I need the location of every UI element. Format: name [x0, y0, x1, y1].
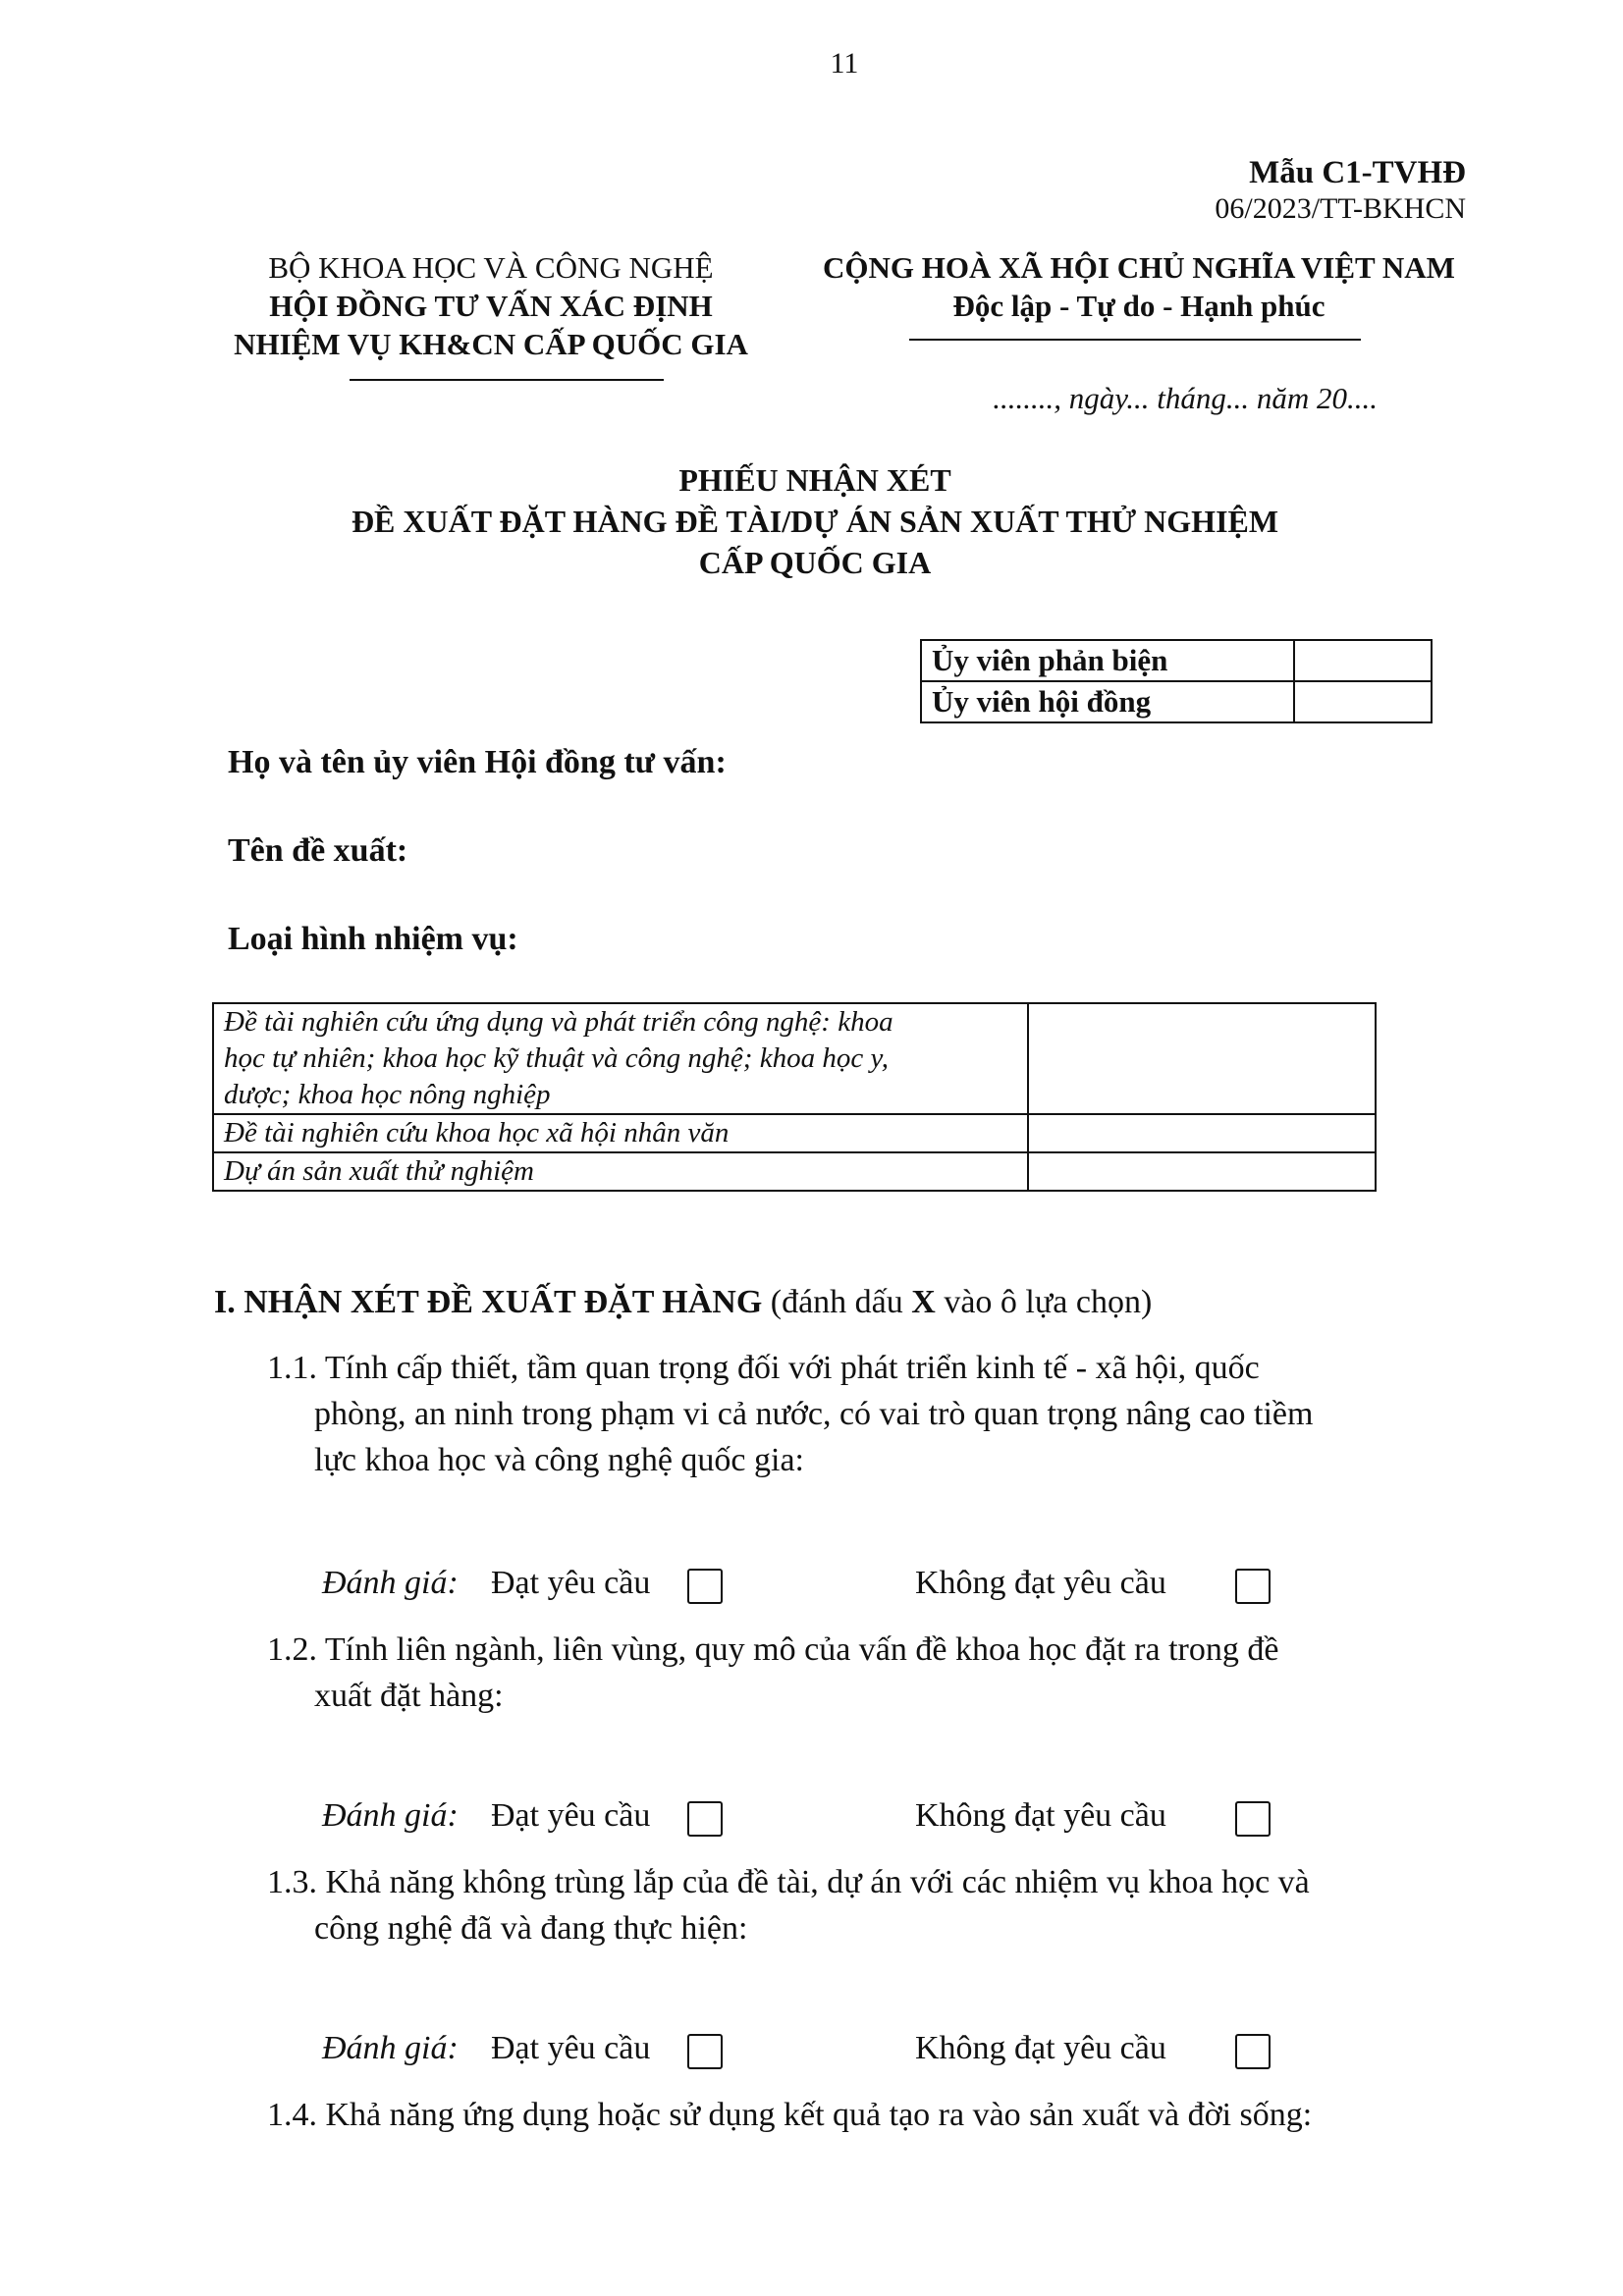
- role-mark-cell[interactable]: [1294, 640, 1432, 681]
- criterion-1-1: [267, 1345, 1313, 1483]
- role-row: [921, 640, 1432, 681]
- circular-number: 06/2023/TT-BKHCN: [1215, 192, 1466, 225]
- proposal-name-label: Tên đề xuất:: [228, 832, 408, 869]
- pass-label: Đạt yêu cầu: [491, 2030, 651, 2066]
- role-mark-cell[interactable]: [1294, 681, 1432, 722]
- section-heading: I. NHẬN XÉT ĐỀ XUẤT ĐẶT HÀNG: [214, 1284, 763, 1320]
- evaluation-label: Đánh giá:: [322, 1565, 459, 1601]
- task-type-row: [213, 1114, 1376, 1152]
- date-line: ........, ngày... tháng... năm 20....: [993, 381, 1378, 415]
- fail-label: Không đạt yêu cầu: [915, 1565, 1166, 1601]
- fail-checkbox[interactable]: [1235, 1569, 1271, 1604]
- pass-checkbox[interactable]: [687, 2034, 723, 2069]
- task-type-label: [213, 1114, 1028, 1152]
- council-name-line1: HỘI ĐỒNG TƯ VẤN XÁC ĐỊNH: [269, 289, 713, 323]
- criterion-text: 1.3. Khả năng không trùng lắp của đề tài, dự án với các nhiệm vụ khoa học và: [267, 1864, 1310, 1900]
- pass-checkbox[interactable]: [687, 1801, 723, 1837]
- section-note: vào ô lựa chọn): [935, 1284, 1153, 1320]
- title-line2: ĐỀ XUẤT ĐẶT HÀNG ĐỀ TÀI/DỰ ÁN SẢN XUẤT THỬ NGHIỆM: [351, 504, 1279, 539]
- criterion-text: 1.4. Khả năng ứng dụng hoặc sử dụng kết quả tạo ra vào sản xuất và đời sống:: [267, 2097, 1313, 2133]
- criterion-text: công nghệ đã và đang thực hiện:: [314, 1910, 748, 1947]
- criterion-text: lực khoa học và công nghệ quốc gia:: [314, 1442, 804, 1478]
- page-number: 11: [830, 47, 859, 80]
- criterion-text: 1.1. Tính cấp thiết, tầm quan trọng đối với phát triển kinh tế - xã hội, quốc: [267, 1350, 1260, 1386]
- task-type-mark-cell[interactable]: [1028, 1152, 1376, 1191]
- criterion-1-3: [267, 1859, 1310, 1951]
- task-type-row: [213, 1003, 1376, 1114]
- document-title: [0, 459, 1623, 583]
- section-note-mark: X: [911, 1284, 936, 1320]
- section-note: (đánh dấu: [762, 1284, 912, 1320]
- criterion-1-4: [267, 2092, 1312, 2138]
- national-name: CỘNG HOÀ XÃ HỘI CHỦ NGHĨA VIỆT NAM: [823, 250, 1455, 285]
- pass-label: Đạt yêu cầu: [491, 1565, 651, 1601]
- evaluation-label: Đánh giá:: [322, 2030, 459, 2066]
- task-type-label: [213, 1152, 1028, 1191]
- pass-checkbox[interactable]: [687, 1569, 723, 1604]
- evaluation-label: Đánh giá:: [322, 1797, 459, 1834]
- task-type-label: [213, 1003, 1028, 1114]
- fail-checkbox[interactable]: [1235, 2034, 1271, 2069]
- role-label: Ủy viên phản biện: [921, 640, 1294, 681]
- national-header: [785, 248, 1492, 325]
- task-type-text: Đề tài nghiên cứu ứng dụng và phát triển công nghệ: khoa: [224, 1006, 893, 1038]
- role-row: [921, 681, 1432, 722]
- ministry-header: [196, 248, 785, 363]
- fail-label: Không đạt yêu cầu: [915, 2030, 1166, 2066]
- criterion-1-2: [267, 1627, 1278, 1719]
- task-type-text: Đề tài nghiên cứu khoa học xã hội nhân văn: [224, 1117, 730, 1148]
- section-title: [214, 1284, 1152, 1321]
- fail-label: Không đạt yêu cầu: [915, 1797, 1166, 1834]
- form-code: Mẫu C1-TVHĐ: [1249, 155, 1466, 190]
- task-type-mark-cell[interactable]: [1028, 1003, 1376, 1114]
- fail-checkbox[interactable]: [1235, 1801, 1271, 1837]
- ministry-underline: [350, 379, 664, 381]
- ministry-name: BỘ KHOA HỌC VÀ CÔNG NGHỆ: [268, 250, 714, 285]
- task-type-row: [213, 1152, 1376, 1191]
- council-name-line2: NHIỆM VỤ KH&CN CẤP QUỐC GIA: [234, 327, 748, 361]
- title-line1: PHIẾU NHẬN XÉT: [678, 462, 951, 498]
- criterion-text: xuất đặt hàng:: [314, 1678, 504, 1714]
- role-label: Ủy viên hội đồng: [921, 681, 1294, 722]
- criterion-text: 1.2. Tính liên ngành, liên vùng, quy mô của vấn đề khoa học đặt ra trong đề: [267, 1631, 1279, 1668]
- task-type-label: Loại hình nhiệm vụ:: [228, 921, 518, 957]
- national-motto: Độc lập - Tự do - Hạnh phúc: [952, 289, 1325, 323]
- task-type-text: học tự nhiên; khoa học kỹ thuật và công nghệ; khoa học y,: [224, 1042, 889, 1074]
- pass-label: Đạt yêu cầu: [491, 1797, 651, 1834]
- motto-underline: [909, 339, 1361, 341]
- role-table: [920, 639, 1433, 723]
- member-name-label: Họ và tên ủy viên Hội đồng tư vấn:: [228, 744, 727, 780]
- criterion-text: phòng, an ninh trong phạm vi cả nước, có vai trò quan trọng nâng cao tiềm: [314, 1396, 1314, 1432]
- title-line3: CẤP QUỐC GIA: [698, 545, 932, 580]
- task-type-text: Dự án sản xuất thử nghiệm: [224, 1155, 534, 1187]
- task-type-table: [212, 1002, 1377, 1192]
- task-type-mark-cell[interactable]: [1028, 1114, 1376, 1152]
- task-type-text: dược; khoa học nông nghiệp: [224, 1079, 551, 1110]
